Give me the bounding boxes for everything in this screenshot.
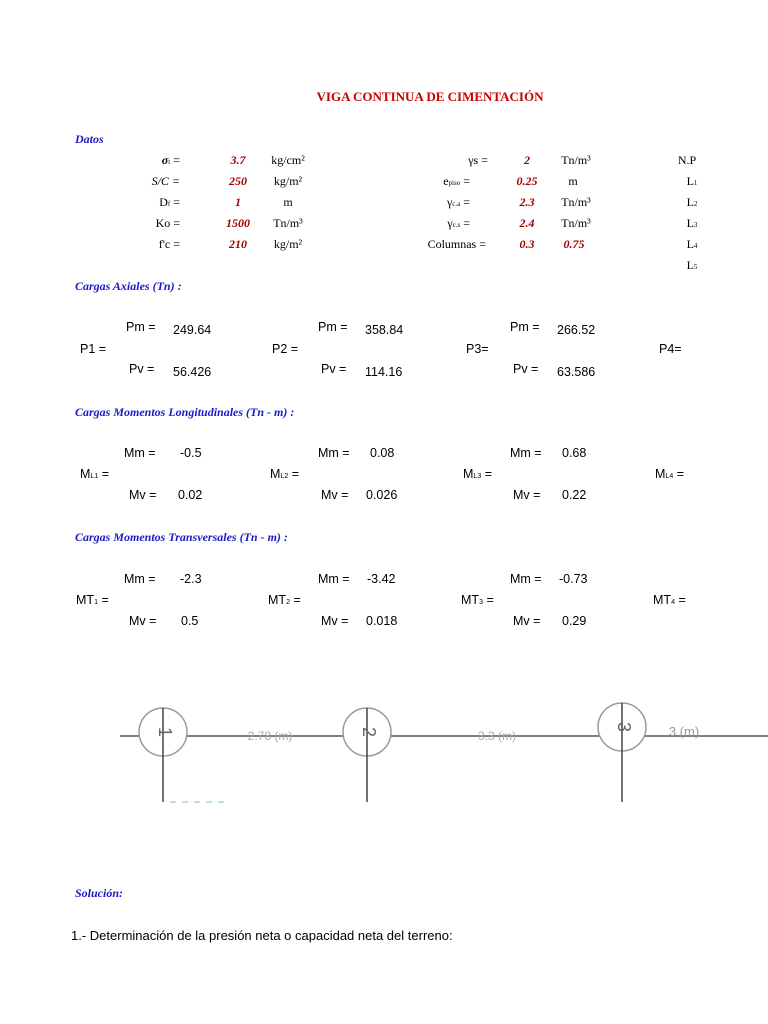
gamma-s-value: 2	[524, 153, 530, 167]
ml1-mm-value: -0.5	[180, 446, 202, 460]
ml4-label: ML4 =	[655, 467, 684, 481]
gamma-s-unit: Tn/m³	[561, 153, 591, 167]
p3-pm-value: 266.52	[557, 323, 596, 337]
mt3-mv-value: 0.29	[562, 614, 587, 628]
span-label-1: 2.78 (m)	[247, 729, 293, 743]
sc-label: S/C =	[151, 174, 180, 188]
span-label-2: 3.3 (m)	[477, 729, 517, 743]
ml2-label: ML2 =	[270, 467, 299, 481]
mt3-mm-label: Mm =	[510, 572, 542, 586]
episo-unit: m	[568, 174, 578, 188]
ml1-mv-label: Mv =	[129, 488, 157, 502]
p2-pm-label: Pm =	[318, 320, 348, 334]
episo-label: episo =	[443, 174, 470, 188]
ml3-label: ML3 =	[463, 467, 492, 481]
p1-pv-value: 56.426	[173, 365, 212, 379]
columnas-label: Columnas =	[427, 237, 486, 251]
columnas-value-b: 0.3	[519, 237, 535, 251]
p3-pm-label: Pm =	[510, 320, 540, 334]
mt2-label: MT2 =	[268, 593, 301, 607]
mt1-mv-value: 0.5	[181, 614, 199, 628]
p1-pv-label: Pv =	[129, 362, 155, 376]
mt2-mv-value: 0.018	[366, 614, 398, 628]
axiales-heading: Cargas Axiales (Tn) :	[75, 279, 182, 293]
gamma-ca-label: γc.a =	[446, 195, 470, 209]
columnas-value-t: 0.75	[563, 237, 585, 251]
mt1-mm-label: Mm =	[124, 572, 156, 586]
gamma-ca-value: 2.3	[519, 195, 535, 209]
mt3-mm-value: -0.73	[559, 572, 588, 586]
mt3-label: MT3 =	[461, 593, 494, 607]
ml3-mv-label: Mv =	[513, 488, 541, 502]
step-1-text: 1.- Determinación de la presión neta o capacidad neta del terreno:	[71, 928, 453, 943]
df-value: 1	[235, 195, 241, 209]
solucion-heading: Solución:	[75, 886, 124, 900]
p2-pm-value: 358.84	[365, 323, 404, 337]
np-label: N.P	[677, 153, 697, 167]
p2-pv-label: Pv =	[321, 362, 347, 376]
p1-pm-label: Pm =	[126, 320, 156, 334]
mt3-mv-label: Mv =	[513, 614, 541, 628]
mt1-label: MT1 =	[76, 593, 109, 607]
sigma-value: 3.7	[230, 153, 246, 167]
gamma-ca-unit: Tn/m³	[561, 195, 591, 209]
ml3-mm-label: Mm =	[510, 446, 542, 460]
datos-heading: Datos	[75, 132, 104, 146]
mt4-label: MT4 =	[653, 593, 686, 607]
p3-pv-label: Pv =	[513, 362, 539, 376]
l2-label: L2	[686, 195, 698, 209]
df-unit: m	[283, 195, 293, 209]
transversales-heading: Cargas Momentos Transversales (Tn - m) :	[75, 530, 288, 544]
ml3-mm-value: 0.68	[562, 446, 587, 460]
ml1-label: ML1 =	[80, 467, 109, 481]
axis-label-3: 3	[614, 721, 634, 733]
p3-label: P3=	[466, 342, 489, 356]
mt1-mv-label: Mv =	[129, 614, 157, 628]
ko-unit: Tn/m³	[273, 216, 303, 230]
mt1-mm-value: -2.3	[180, 572, 202, 586]
p2-label: P2 =	[272, 342, 299, 356]
ml3-mv-value: 0.22	[562, 488, 587, 502]
gamma-s-label: γs =	[468, 153, 488, 167]
gamma-cs-value: 2.4	[519, 216, 535, 230]
ml1-mm-label: Mm =	[124, 446, 156, 460]
p3-pv-value: 63.586	[557, 365, 596, 379]
sc-unit: kg/m²	[273, 174, 303, 188]
mt2-mv-label: Mv =	[321, 614, 349, 628]
span-label-3: 3 (m)	[668, 724, 700, 739]
episo-value: 0.25	[516, 174, 538, 188]
axis-label-1: 1	[155, 726, 175, 738]
ko-label: Ko =	[155, 216, 180, 230]
page-title: VIGA CONTINUA DE CIMENTACIÓN	[316, 89, 544, 104]
l4-label: L4	[686, 237, 698, 251]
p2-pv-value: 114.16	[365, 365, 403, 379]
beam-axis-diagram	[0, 690, 768, 810]
ml2-mm-label: Mm =	[318, 446, 350, 460]
fc-value: 210	[229, 237, 247, 251]
l3-label: L3	[686, 216, 698, 230]
ko-value: 1500	[226, 216, 250, 230]
ml2-mv-label: Mv =	[321, 488, 349, 502]
longitudinales-heading: Cargas Momentos Longitudinales (Tn - m) :	[75, 405, 295, 419]
gamma-cs-label: γc.s =	[447, 216, 470, 230]
mt2-mm-label: Mm =	[318, 572, 350, 586]
df-label: Df =	[159, 195, 180, 209]
fc-label: f'c =	[158, 237, 180, 251]
p1-label: P1 =	[80, 342, 107, 356]
ml2-mm-value: 0.08	[370, 446, 395, 460]
l1-label: L1	[686, 174, 698, 188]
l5-label: L5	[686, 258, 698, 272]
ml1-mv-value: 0.02	[178, 488, 203, 502]
mt2-mm-value: -3.42	[367, 572, 396, 586]
axis-label-2: 2	[359, 726, 379, 738]
gamma-cs-unit: Tn/m³	[561, 216, 591, 230]
sc-value: 250	[229, 174, 247, 188]
ml2-mv-value: 0.026	[366, 488, 398, 502]
sigma-label: σt =	[161, 153, 180, 167]
sigma-unit: kg/cm²	[271, 153, 305, 167]
fc-unit: kg/m²	[273, 237, 303, 251]
p1-pm-value: 249.64	[173, 323, 212, 337]
p4-label: P4=	[659, 342, 682, 356]
